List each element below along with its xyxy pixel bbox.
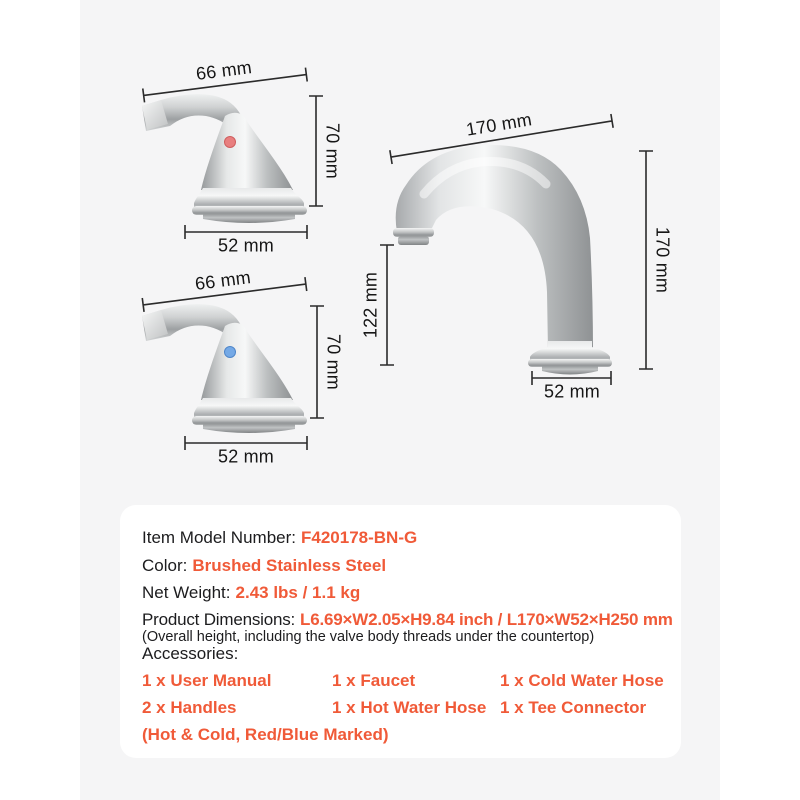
spout-illustration xyxy=(393,145,612,375)
cold-indicator-dot xyxy=(225,347,236,358)
spout-outlet-height-label: 122 mm xyxy=(360,271,381,339)
hot-indicator-dot xyxy=(225,137,236,148)
color-row xyxy=(142,556,386,576)
cold-handle-width-label: 66 mm xyxy=(193,267,252,294)
product-dimensions-row xyxy=(142,610,673,630)
hot-handle-base-label: 52 mm xyxy=(217,235,275,256)
accessory-user-manual: 1 x User Manual xyxy=(142,671,272,690)
spec-panel xyxy=(120,505,681,758)
model-number-value: F420178-BN-G xyxy=(301,528,418,547)
accessory-hot-water-hose: 1 x Hot Water Hose xyxy=(332,698,487,717)
spout-reach-label: 170 mm xyxy=(464,109,534,140)
product-dimensions-value: L6.69×W2.05×H9.84 inch / L170×W52×H250 mm xyxy=(300,610,673,629)
color-label: Color: xyxy=(142,556,188,575)
cold-handle-base-label: 52 mm xyxy=(217,446,275,467)
net-weight-row xyxy=(142,583,360,603)
accessories-title: Accessories: xyxy=(142,644,239,663)
cold-handle-height-label: 70 mm xyxy=(323,333,344,391)
model-number-label: Item Model Number: xyxy=(142,528,296,547)
model-number-row xyxy=(142,528,417,548)
product-dimensions-label: Product Dimensions: xyxy=(142,610,296,629)
hot-handle-illustration xyxy=(142,94,307,223)
net-weight-value: 2.43 lbs / 1.1 kg xyxy=(235,583,361,602)
cold-handle-illustration xyxy=(142,304,307,433)
spout-height-label: 170 mm xyxy=(652,226,673,294)
accessory-faucet: 1 x Faucet xyxy=(332,671,416,690)
hot-handle-height-label: 70 mm xyxy=(322,122,343,180)
spout-outlet-height-dimension-line xyxy=(380,245,394,365)
hot-handle-width-label: 66 mm xyxy=(194,57,253,84)
handles-marked-note: (Hot & Cold, Red/Blue Marked) xyxy=(142,725,389,744)
net-weight-label: Net Weight: xyxy=(142,583,231,602)
accessory-handles: 2 x Handles xyxy=(142,698,237,717)
color-value: Brushed Stainless Steel xyxy=(192,556,387,575)
spout-base-label: 52 mm xyxy=(543,381,601,402)
overall-height-note: (Overall height, including the valve body threads under the countertop) xyxy=(142,629,595,645)
accessory-tee-connector: 1 x Tee Connector xyxy=(500,698,647,717)
accessory-cold-water-hose: 1 x Cold Water Hose xyxy=(500,671,664,690)
